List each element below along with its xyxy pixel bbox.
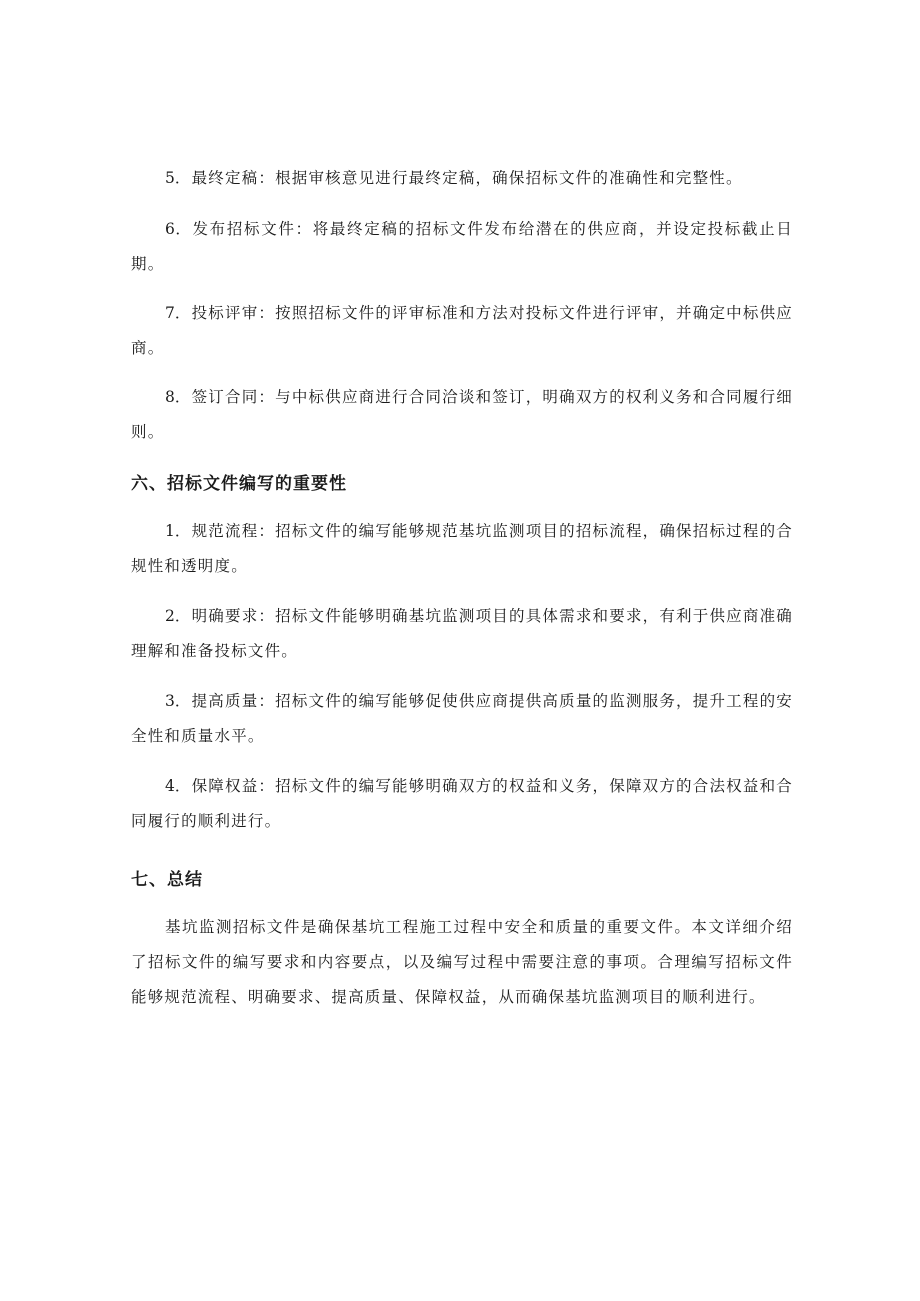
item-text: ．签订合同：与中标供应商进行合同洽谈和签订，明确双方的权利义务和合同履行细则。 — [131, 388, 793, 441]
list-item — [131, 380, 793, 450]
item-text: ．发布招标文件：将最终定稿的招标文件发布给潜在的供应商，并设定投标截止日期。 — [131, 220, 793, 273]
list-item — [131, 684, 793, 754]
item-number: 4 — [165, 777, 175, 795]
item-text: ．规范流程：招标文件的编写能够规范基坑监测项目的招标流程，确保招标过程的合规性和透明度。 — [131, 522, 793, 575]
item-number: 7 — [165, 304, 175, 322]
list-item — [131, 599, 793, 669]
list-item — [131, 769, 793, 839]
list-item — [131, 514, 793, 584]
item-number: 2 — [165, 607, 175, 625]
section-heading: 七、总结 — [131, 870, 203, 890]
list-item — [131, 212, 793, 282]
item-text: ．提高质量：招标文件的编写能够促使供应商提供高质量的监测服务，提升工程的安全性和质量水平。 — [131, 692, 793, 745]
item-number: 6 — [165, 220, 175, 238]
item-number: 1 — [165, 522, 175, 540]
item-text: ．最终定稿：根据审核意见进行最终定稿，确保招标文件的准确性和完整性。 — [174, 169, 743, 187]
summary-paragraph: 基坑监测招标文件是确保基坑工程施工过程中安全和质量的重要文件。本文详细介绍了招标文件的编写要求和内容要点，以及编写过程中需要注意的事项。合理编写招标文件能够规范流程、明确要求、提高质量、保障权益，从而确保基坑监测项目的顺利进行。 — [131, 918, 793, 1006]
item-number: 8 — [165, 388, 175, 406]
item-text: ．保障权益：招标文件的编写能够明确双方的权益和义务，保障双方的合法权益和合同履行的顺利进行。 — [131, 777, 793, 830]
item-number: 3 — [165, 692, 175, 710]
item-number: 5 — [165, 169, 175, 187]
item-text: ．明确要求：招标文件能够明确基坑监测项目的具体需求和要求，有利于供应商准确理解和准备投标文件。 — [131, 607, 793, 660]
item-text: ．投标评审：按照招标文件的评审标准和方法对投标文件进行评审，并确定中标供应商。 — [131, 304, 793, 357]
list-item — [131, 161, 793, 196]
list-item — [131, 296, 793, 366]
section-heading: 六、招标文件编写的重要性 — [131, 474, 347, 494]
